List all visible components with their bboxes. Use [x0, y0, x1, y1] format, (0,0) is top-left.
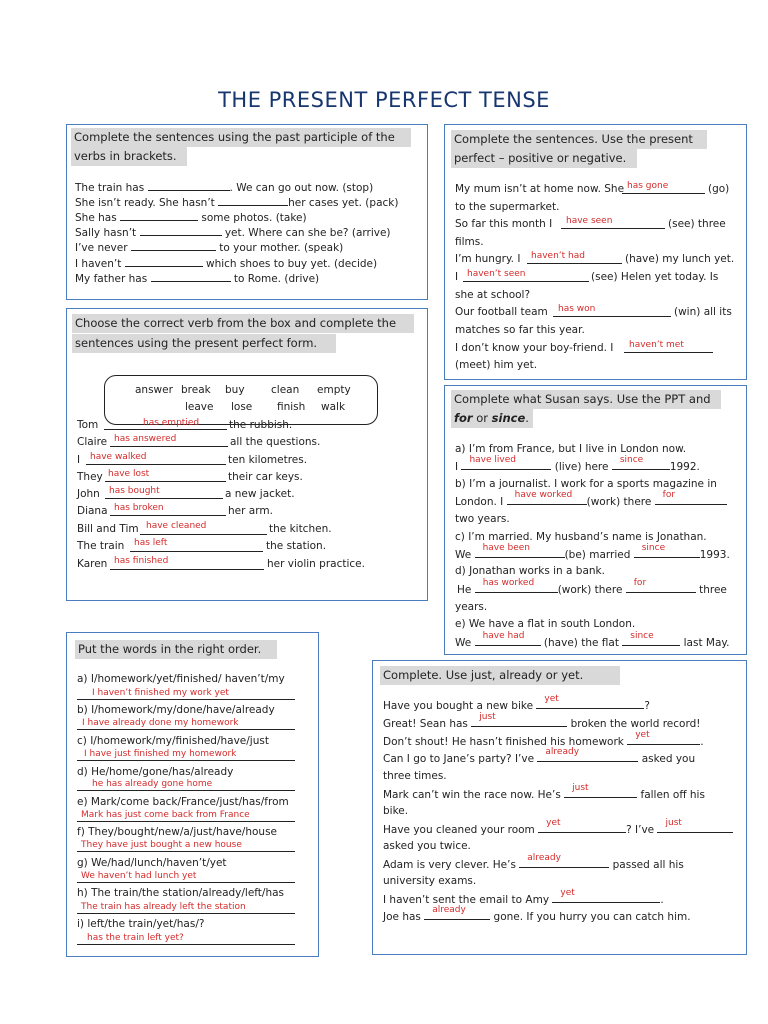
answer-blank[interactable] — [148, 180, 230, 191]
exercise-5-line: c) I’m married. My husband’s name is Jonathan. — [455, 531, 707, 543]
word: lose — [231, 401, 253, 413]
exercise-4-line: (see) Helen yet today. Is — [591, 271, 719, 283]
word: finish — [277, 401, 306, 413]
answer-line[interactable] — [77, 790, 295, 791]
exercise-4-line: (go) — [708, 183, 730, 195]
word-order-question: f) They/bought/new/a/just/have/house — [77, 826, 278, 838]
exercise-5-line: two years. — [455, 513, 510, 525]
word: answer — [135, 384, 173, 396]
exercise-4-line: films. — [455, 236, 484, 248]
word-order-answer: Mark has just come back from France — [81, 810, 250, 820]
or-word: or — [476, 411, 488, 425]
exercise-1-sentence: I’ve never to your mother. (speak) — [75, 242, 344, 254]
exercise-5-line: a) I’m from France, but I live in London now. — [455, 443, 687, 455]
answer-blank[interactable]: just — [564, 787, 637, 798]
verb-row: all the questions. — [230, 436, 321, 448]
answer-line[interactable] — [77, 699, 295, 700]
exercise-6-line: Have you bought a new bike yet ? — [383, 694, 650, 712]
answer-text: has left — [134, 538, 168, 548]
answer-blank[interactable] — [151, 271, 231, 282]
exercise-4-line: (have) my lunch yet. — [625, 253, 735, 265]
exercise-4-header-line-1: Complete the sentences. Use the present — [451, 130, 707, 149]
word-order-answer: I have just finished my homework — [84, 749, 237, 759]
answer-line[interactable] — [527, 263, 622, 264]
exercise-6-line: Don’t shout! He hasn’t finished his homework yet . — [383, 730, 704, 748]
exercise-1-sentence: She isn’t ready. She hasn’t her cases yet. (pack) — [75, 197, 399, 209]
answer-text: have seen — [566, 216, 613, 226]
exercise-1-sentence: I haven’t which shoes to buy yet. (decide) — [75, 258, 378, 270]
answer-line[interactable] — [77, 882, 295, 883]
exercise-3-header: Put the words in the right order. — [75, 640, 277, 659]
answer-line[interactable] — [110, 569, 264, 570]
word-order-answer: I have already done my homework — [82, 718, 239, 728]
word-order-question: d) He/home/gone/has/already — [77, 766, 234, 778]
verb-row: Tom — [77, 419, 99, 431]
word-order-answer: has the train left yet? — [87, 933, 184, 943]
answer-text: has won — [558, 304, 596, 314]
answer-line[interactable] — [110, 446, 228, 447]
answer-blank[interactable]: yet — [536, 698, 644, 709]
exercise-4-line: (win) all its — [674, 306, 732, 318]
exercise-4-line: So far this month I — [455, 218, 553, 230]
exercise-4-line: to the supermarket. — [455, 201, 560, 213]
answer-blank[interactable]: have been — [475, 547, 565, 558]
answer-line[interactable] — [77, 760, 295, 761]
exercise-1-sentence: Sally hasn’t yet. Where can she be? (arrive) — [75, 227, 391, 239]
exercise-5-header-line-2: for or since. — [451, 409, 533, 428]
answer-blank[interactable]: since — [622, 635, 680, 646]
answer-blank[interactable] — [140, 225, 222, 236]
exercise-5-line: I have lived (live) here since 1992. — [455, 455, 700, 473]
exercise-6-line: Can I go to Jane’s party? I’ve already asked you — [383, 747, 696, 765]
verb-row: They — [77, 471, 103, 483]
answer-text: have cleaned — [146, 521, 207, 531]
answer-blank[interactable]: just — [657, 822, 733, 833]
answer-line[interactable] — [463, 281, 589, 282]
verb-row: her violin practice. — [267, 558, 365, 570]
word-order-answer: We haven’t had lunch yet — [81, 871, 197, 881]
answer-blank[interactable]: have lived — [461, 459, 551, 470]
answer-line[interactable] — [561, 228, 665, 229]
answer-text: haven’t had — [531, 251, 585, 261]
answer-blank[interactable]: for — [626, 582, 696, 593]
exercise-1-sentence: The train has . We can go out now. (stop) — [75, 182, 374, 194]
answer-line[interactable] — [77, 729, 295, 730]
verb-row: John — [77, 488, 100, 500]
exercise-5-line: e) We have a flat in south London. — [455, 618, 636, 630]
answer-line[interactable] — [86, 464, 226, 465]
verb-row: her arm. — [228, 505, 273, 517]
word-order-question: e) Mark/come back/France/just/has/from — [77, 796, 289, 808]
answer-blank[interactable]: already — [519, 857, 609, 868]
answer-blank[interactable]: already — [537, 751, 638, 762]
verb-row: Karen — [77, 558, 108, 570]
verb-row: Diana — [77, 505, 108, 517]
answer-line[interactable] — [104, 429, 227, 430]
exercise-4-header-line-2: perfect – positive or negative. — [451, 149, 637, 168]
answer-line[interactable] — [77, 821, 295, 822]
answer-blank[interactable] — [120, 210, 198, 221]
exercise-6-header: Complete. Use just, already or yet. — [380, 666, 620, 685]
answer-line[interactable] — [140, 534, 267, 535]
answer-blank[interactable]: has worked — [475, 582, 558, 593]
word-order-question: h) The train/the station/already/left/has — [77, 887, 285, 899]
answer-blank[interactable] — [125, 256, 203, 267]
exercise-5-line: We have had (have) the flat since last May. — [455, 631, 730, 649]
answer-blank[interactable]: have had — [475, 635, 541, 646]
answer-blank[interactable] — [131, 240, 216, 251]
answer-blank[interactable]: yet — [552, 892, 660, 903]
answer-text: have lost — [108, 469, 150, 479]
word-order-answer: They have just bought a new house — [81, 840, 242, 850]
exercise-5-line: He has worked (work) there for three — [457, 578, 727, 596]
exercise-5-line: years. — [455, 601, 488, 613]
answer-blank[interactable]: already — [424, 909, 490, 920]
answer-line[interactable] — [553, 316, 671, 317]
answer-text: haven’t seen — [467, 269, 526, 279]
exercise-5-line: London. I have worked (work) there for — [455, 494, 727, 509]
exercise-4-line: I don’t know your boy-friend. I — [455, 342, 614, 354]
word: clean — [271, 384, 300, 396]
answer-blank[interactable]: just — [471, 716, 567, 727]
exercise-6-line: Have you cleaned your room yet ? I’ve just — [383, 822, 733, 837]
word-order-answer: he has already gone home — [92, 779, 213, 789]
word-order-question: c) I/homework/my/finished/have/just — [77, 735, 269, 747]
word-order-question: a) I/homework/yet/finished/ haven’t/my — [77, 673, 285, 685]
answer-line[interactable] — [110, 515, 226, 516]
exercise-2-header-line-1: Choose the correct verb from the box and complete the — [72, 314, 414, 333]
word: empty — [317, 384, 351, 396]
for-keyword: for — [454, 411, 473, 425]
answer-text: has gone — [627, 181, 669, 191]
answer-line[interactable] — [105, 498, 223, 499]
answer-line[interactable] — [77, 913, 295, 914]
answer-blank[interactable]: since — [634, 547, 700, 558]
verb-row: the kitchen. — [269, 523, 332, 535]
answer-line[interactable] — [77, 851, 295, 852]
exercise-6-line: bike. — [383, 805, 409, 817]
exercise-6-line: I haven’t sent the email to Amy yet . — [383, 888, 664, 906]
exercise-6-line: Mark can’t win the race now. He’s just fallen off his — [383, 783, 705, 801]
exercise-4-line: Our football team — [455, 306, 548, 318]
verb-row: the station. — [266, 540, 327, 552]
word: break — [181, 384, 211, 396]
verb-row: The train — [77, 540, 125, 552]
exercise-1-header-line-1: Complete the sentences using the past participle of the — [71, 128, 411, 147]
exercise-4-line: she at school? — [455, 289, 531, 301]
answer-text: has answered — [114, 434, 177, 444]
word-order-answer: The train has already left the station — [81, 902, 246, 912]
exercise-1-sentence: She has some photos. (take) — [75, 212, 307, 224]
since-keyword: since — [491, 411, 526, 425]
verb-row: the rubbish. — [229, 419, 293, 431]
word: leave — [185, 401, 214, 413]
answer-line[interactable] — [622, 193, 705, 194]
answer-text: has finished — [114, 556, 169, 566]
word-order-question: i) left/the train/yet/has/? — [77, 918, 205, 930]
verb-row: a new jacket. — [225, 488, 295, 500]
answer-text: have walked — [90, 452, 147, 462]
exercise-4-line: (see) three — [668, 218, 726, 230]
answer-line[interactable] — [130, 551, 263, 552]
verb-row: Bill and Tim — [77, 523, 139, 535]
verb-row: Claire — [77, 436, 108, 448]
exercise-6-line: Adam is very clever. He’s already passed all his — [383, 853, 684, 871]
answer-blank[interactable]: have worked — [507, 494, 587, 505]
answer-blank[interactable] — [218, 195, 288, 206]
exercise-5-line: We have been (be) married since 1993. — [455, 543, 730, 561]
exercise-5-line: d) Jonathan works in a bank. — [455, 565, 605, 577]
answer-blank[interactable]: yet — [627, 734, 700, 745]
answer-line[interactable] — [77, 944, 295, 945]
exercise-1-sentence: My father has to Rome. (drive) — [75, 273, 320, 285]
answer-line[interactable] — [624, 352, 713, 353]
answer-blank[interactable]: yet — [538, 822, 626, 833]
exercise-6-line: university exams. — [383, 875, 477, 887]
answer-text: haven’t met — [629, 340, 684, 350]
page-title: THE PRESENT PERFECT TENSE — [218, 88, 550, 112]
exercise-4-line: (meet) him yet. — [455, 359, 538, 371]
answer-text: has emptied — [143, 418, 200, 428]
exercise-1-header-line-2: verbs in brackets. — [71, 147, 187, 166]
verb-row: ten kilometres. — [228, 454, 308, 466]
answer-text: has bought — [109, 486, 160, 496]
word-order-question: b) I/homework/my/done/have/already — [77, 704, 275, 716]
word: buy — [225, 384, 245, 396]
exercise-4-line: I — [455, 271, 459, 283]
exercise-6-line: Great! Sean has just broken the world record! — [383, 712, 701, 730]
exercise-6-line: Joe has already gone. If you hurry you can catch him. — [383, 905, 691, 923]
exercise-2-header-line-2: sentences using the present perfect form. — [72, 334, 336, 353]
exercise-4-line: My mum isn’t at home now. She — [455, 183, 625, 195]
exercise-6-line: three times. — [383, 770, 447, 782]
word-order-answer: I haven’t finished my work yet — [92, 688, 229, 698]
answer-blank[interactable]: for — [655, 494, 727, 505]
word-order-question: g) We/had/lunch/haven’t/yet — [77, 857, 227, 869]
exercise-6-line: asked you twice. — [383, 840, 471, 852]
exercise-4-line: matches so far this year. — [455, 324, 585, 336]
answer-blank[interactable]: since — [612, 459, 670, 470]
answer-text: has broken — [114, 503, 164, 513]
exercise-4-line: I’m hungry. I — [455, 253, 521, 265]
verb-row: I — [77, 454, 81, 466]
exercise-5-header-line-1: Complete what Susan says. Use the PPT and — [451, 390, 721, 409]
word: walk — [321, 401, 346, 413]
verb-row: their car keys. — [228, 471, 303, 483]
answer-line[interactable] — [105, 481, 226, 482]
exercise-5-line: b) I’m a journalist. I work for a sports magazine in — [455, 478, 717, 490]
